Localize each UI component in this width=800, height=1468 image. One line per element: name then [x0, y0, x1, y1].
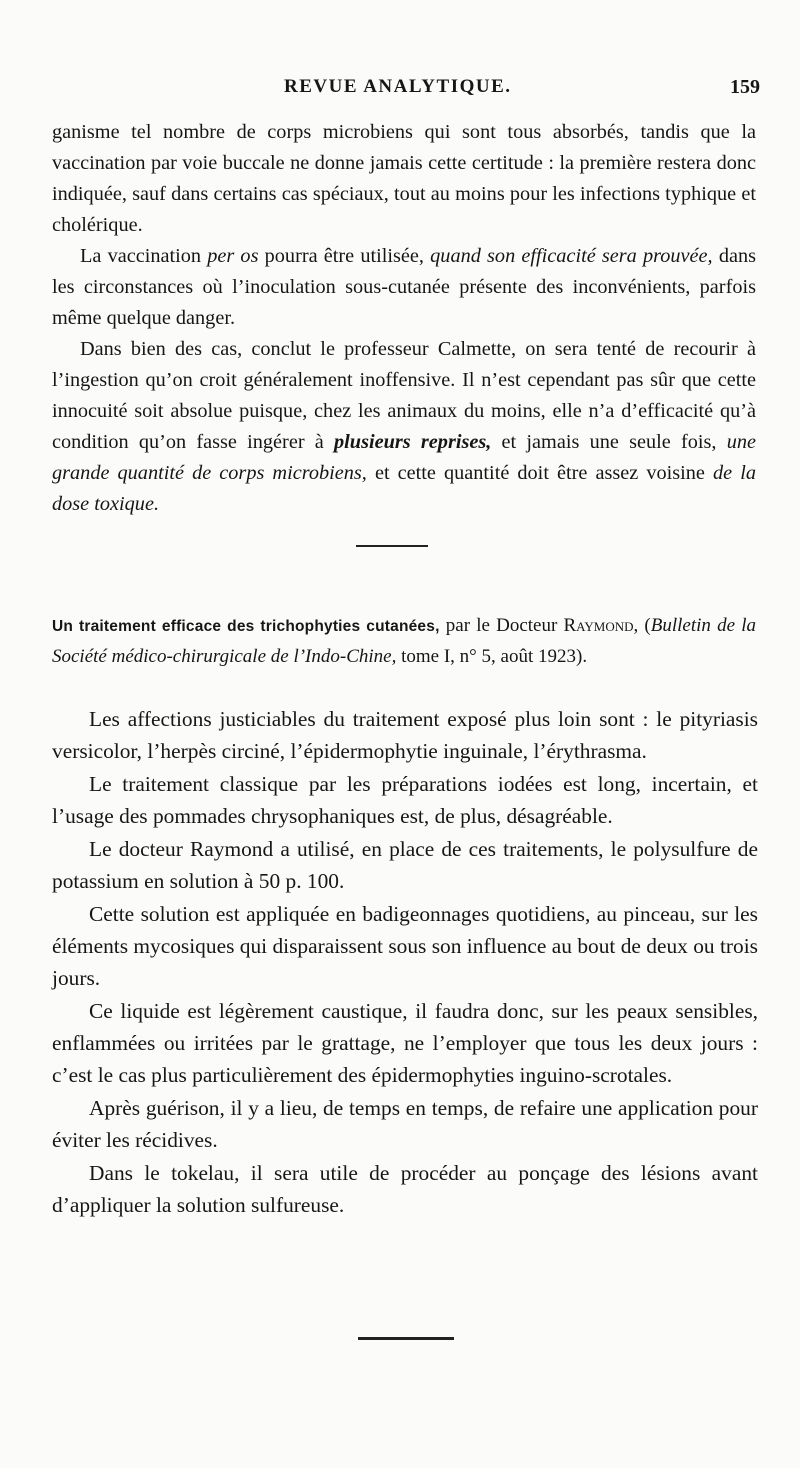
italic-run: per os: [207, 245, 259, 267]
italic-run: quand son efficacité sera prouvée,: [430, 245, 713, 267]
end-divider: [358, 1337, 454, 1340]
article-title: Un traitement efficace des trichophyties cutanées,: [52, 618, 440, 635]
text-run: et jamais une seule fois,: [491, 431, 727, 453]
article-author: Raymond: [563, 615, 634, 636]
article-source: Bulletin de la Société médico-chirurgicale de l’Indo-Chine,: [52, 615, 756, 667]
text-run: pourra être utilisée,: [258, 245, 431, 267]
reference-paren: , (: [633, 615, 651, 636]
italic-run: une grande quantité de corps microbiens,: [52, 431, 757, 484]
section-divider: [356, 545, 428, 547]
italic-run: de la dose toxique.: [52, 462, 756, 515]
running-head: [52, 76, 766, 106]
paragraph: Ce liquide est légèrement caustique, il faudra donc, sur les peaux sensibles, enflammées ou irritées par le grattage, ne l’employer que tous les deux jours : c’est le cas plus particulièrement des épidermophyties inguino-scrotales.: [52, 999, 758, 1087]
text-run: dans les circonstances où l’inoculation sous-cutanée présente des inconvénients, parfois même quelque danger.: [52, 245, 756, 329]
paragraph: Après guérison, il y a lieu, de temps en temps, de refaire une application pour éviter les récidives.: [52, 1096, 758, 1152]
paragraph-per-os: [52, 241, 756, 334]
paragraph: Cette solution est appliquée en badigeonnages quotidiens, au pinceau, sur les éléments mycosiques qui disparaissent sous son influence au bout de deux ou trois jours.: [52, 902, 758, 990]
article-source-details: tome I, n° 5, août 1923).: [396, 646, 588, 667]
section-trichophyties: [52, 703, 758, 1221]
paragraph: Les affections justiciables du traitement exposé plus loin sont : le pityriasis versicolor, l’herpès circiné, l’épidermophytie inguinale, l’érythrasma.: [52, 707, 758, 763]
section-vaccination: [52, 117, 756, 520]
paragraph-calmette-conclusion: [52, 334, 756, 520]
reference-by: par le Docteur: [439, 615, 564, 636]
paragraph: Dans le tokelau, il sera utile de procéder au ponçage des lésions avant d’appliquer la solution sulfureuse.: [52, 1161, 758, 1217]
article-reference: [52, 611, 756, 672]
paragraph: Le docteur Raymond a utilisé, en place de ces traitements, le polysulfure de potassium en solution à 50 p. 100.: [52, 837, 758, 893]
page-number: 159: [730, 76, 760, 98]
paragraph: Le traitement classique par les préparations iodées est long, incertain, et l’usage des pommades chrysophaniques est, de plus, désagréable.: [52, 772, 758, 828]
bold-italic-run: plusieurs reprises,: [334, 431, 492, 453]
paragraph-continued: ganisme tel nombre de corps microbiens qui sont tous absorbés, tandis que la vaccination par voie buccale ne donne jamais cette certitude : la première restera donc indiquée, sauf dans certains cas spéciaux, tout au moins pour les infections typhique et cholérique.: [52, 121, 756, 236]
journal-title: REVUE ANALYTIQUE.: [284, 76, 512, 97]
text-run: La vaccination: [80, 245, 208, 267]
text-run: et cette quantité doit être assez voisine: [366, 462, 713, 484]
text-run: Dans bien des cas, conclut le professeur Calmette, on sera tenté de recourir à l’ingestion qu’on croit généralement inoffensive. Il n’est cependant pas sûr que cette innocuité soit absolue puisque, chez les animaux du moins, elle n’a d’efficacité qu’à condition qu’on fasse ingérer à: [52, 338, 756, 453]
journal-page: [52, 0, 766, 1468]
